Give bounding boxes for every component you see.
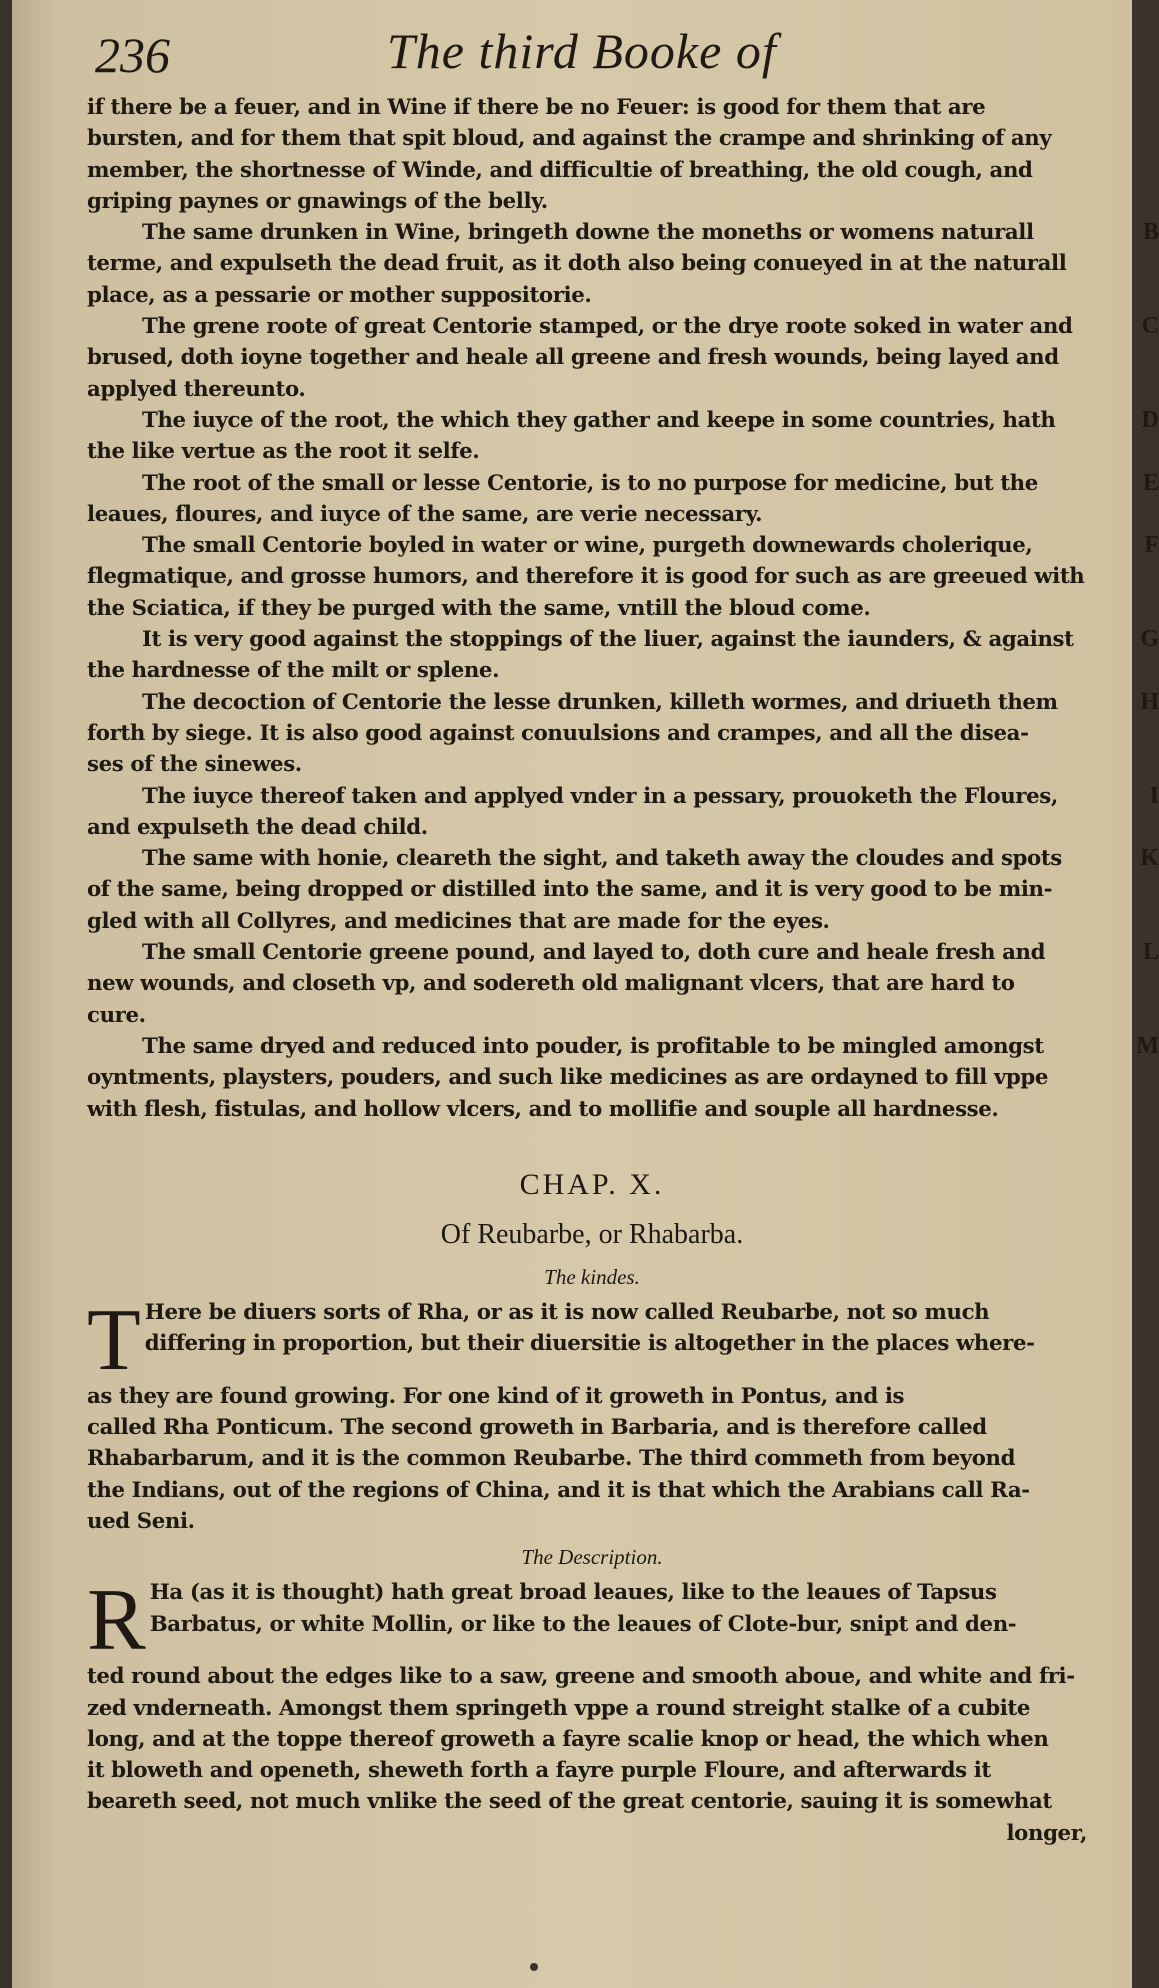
text-line: the hardnesse of the milt or splene. xyxy=(87,658,500,684)
text-line: It is very good against the stoppings of the liuer, against the iaunders, & against xyxy=(142,627,1074,653)
margin-letter: I xyxy=(1149,782,1159,809)
text-line: leaues, floures, and iuyce of the same, are verie necessary. xyxy=(87,501,763,527)
text-line: ted round about the edges like to a saw, greene and smooth aboue, and white and fri- xyxy=(87,1664,1075,1690)
page-dot xyxy=(530,1963,538,1971)
margin-letter: E xyxy=(1142,469,1159,496)
text-line: ued Seni. xyxy=(87,1508,195,1534)
description-heading: The Description. xyxy=(521,1545,663,1570)
text-line: cure. xyxy=(87,1002,146,1028)
text-line: Ha (as it is thought) hath great broad leaues, like to the leaues of Tapsus xyxy=(149,1580,997,1606)
kinds-paragraph xyxy=(87,1291,1097,1537)
text-line: oyntments, playsters, pouders, and such like medicines as are ordayned to fill vppe xyxy=(87,1065,1048,1091)
margin-letter: H xyxy=(1140,688,1159,715)
text-line: new wounds, and closeth vp, and sodereth old malignant vlcers, that are hard to xyxy=(87,971,1015,997)
drop-cap: R xyxy=(87,1572,146,1670)
kinds-heading: The kindes. xyxy=(544,1264,640,1289)
text-line: called Rha Ponticum. The second groweth in Barbaria, and is therefore called xyxy=(87,1415,987,1441)
text-line: brused, doth ioyne together and heale all greene and fresh wounds, being layed and xyxy=(87,345,1059,371)
margin-letter: D xyxy=(1141,406,1159,433)
text-line: The small Centorie greene pound, and layed to, doth cure and heale fresh and xyxy=(142,940,1046,966)
margin-letter: G xyxy=(1140,626,1159,653)
margin-letter: F xyxy=(1144,532,1159,559)
text-line: beareth seed, not much vnlike the seed of the great centorie, sauing it is somewhat xyxy=(87,1789,1052,1815)
text-line: The grene roote of great Centorie stamped, or the drye roote soked in water and xyxy=(142,314,1073,340)
text-line: ses of the sinewes. xyxy=(87,752,302,778)
text-line: The iuyce of the root, the which they gather and keepe in some countries, hath xyxy=(142,407,1056,433)
text-line: with flesh, fistulas, and hollow vlcers, and to mollifie and souple all hardnesse. xyxy=(87,1096,999,1122)
text-line: bursten, and for them that spit bloud, and against the crampe and shrinking of any xyxy=(87,126,1052,152)
text-line: The decoction of Centorie the lesse drunken, killeth wormes, and driueth them xyxy=(142,689,1058,715)
text-line: Here be diuers sorts of Rha, or as it is now called Reubarbe, not so much xyxy=(144,1299,990,1325)
page-number: 236 xyxy=(95,27,170,83)
text-line: The same with honie, cleareth the sight, and taketh away the cloudes and spots xyxy=(142,846,1062,872)
text-line: zed vnderneath. Amongst them springeth vppe a round streight stalke of a cubite xyxy=(87,1695,1031,1721)
text-line: it bloweth and openeth, sheweth forth a fayre purple Floure, and afterwards it xyxy=(87,1758,991,1784)
margin-letter: C xyxy=(1141,313,1159,340)
margin-letter: L xyxy=(1142,939,1159,966)
text-line: and expulseth the dead child. xyxy=(87,814,428,840)
page-body xyxy=(87,92,1159,1849)
margin-letter: B xyxy=(1142,219,1159,246)
margin-letter: M xyxy=(1136,1032,1159,1059)
text-line: flegmatique, and grosse humors, and therefore it is good for such as are greeued with xyxy=(87,564,1085,590)
text-line: applyed thereunto. xyxy=(87,376,306,402)
text-line: The same dryed and reduced into pouder, is profitable to be mingled amongst xyxy=(142,1033,1044,1059)
text-line: the like vertue as the root it selfe. xyxy=(87,439,480,465)
text-line: The root of the small or lesse Centorie, is to no purpose for medicine, but the xyxy=(142,470,1038,496)
text-block-1 xyxy=(87,92,1159,1125)
text-line: differing in proportion, but their diuersitie is altogether in the places where- xyxy=(144,1331,1035,1357)
text-line: griping paynes or gnawings of the belly. xyxy=(87,188,548,214)
description-paragraph xyxy=(87,1572,1097,1849)
book-page xyxy=(12,0,1159,1988)
drop-cap: T xyxy=(87,1291,141,1389)
text-line: the Indians, out of the regions of China, and it is that which the Arabians call Ra- xyxy=(87,1477,1030,1503)
text-line: if there be a feuer, and in Wine if there be no Feuer: is good for them that are xyxy=(87,95,986,120)
text-line: The small Centorie boyled in water or wine, purgeth downewards cholerique, xyxy=(142,533,1033,559)
text-line: The iuyce thereof taken and applyed vnder in a pessary, prouoketh the Floures, xyxy=(142,783,1058,809)
text-line: of the same, being dropped or distilled into the same, and it is very good to be min- xyxy=(87,877,1053,903)
catchword: longer, xyxy=(1006,1820,1087,1846)
text-line: member, the shortnesse of Winde, and difficultie of breathing, the old cough, and xyxy=(87,157,1033,183)
text-line: place, as a pessarie or mother suppositorie. xyxy=(87,282,592,308)
text-line: as they are found growing. For one kind of it groweth in Pontus, and is xyxy=(87,1383,905,1409)
text-line: Barbatus, or white Mollin, or like to the leaues of Clote-bur, snipt and den- xyxy=(149,1611,1017,1637)
margin-letter: K xyxy=(1140,845,1159,872)
text-line: terme, and expulseth the dead fruit, as it doth also being conueyed in at the naturall xyxy=(87,251,1067,277)
running-title: The third Booke of xyxy=(387,23,777,79)
text-line: Rhabarbarum, and it is the common Reubarbe. The third commeth from beyond xyxy=(87,1446,1016,1472)
chapter-title: Of Reubarbe, or Rhabarba. xyxy=(440,1218,744,1250)
chapter-number: CHAP. X. xyxy=(519,1167,665,1201)
text-line: long, and at the toppe thereof groweth a fayre scalie knop or head, the which when xyxy=(87,1726,1049,1752)
page-header xyxy=(87,18,1112,88)
text-line: forth by siege. It is also good against conuulsions and crampes, and all the disea- xyxy=(87,720,1029,746)
text-line: the Sciatica, if they be purged with the same, vntill the bloud come. xyxy=(87,595,871,621)
text-line: The same drunken in Wine, bringeth downe the moneths or womens naturall xyxy=(142,220,1034,246)
text-line: gled with all Collyres, and medicines that are made for the eyes. xyxy=(87,908,830,934)
